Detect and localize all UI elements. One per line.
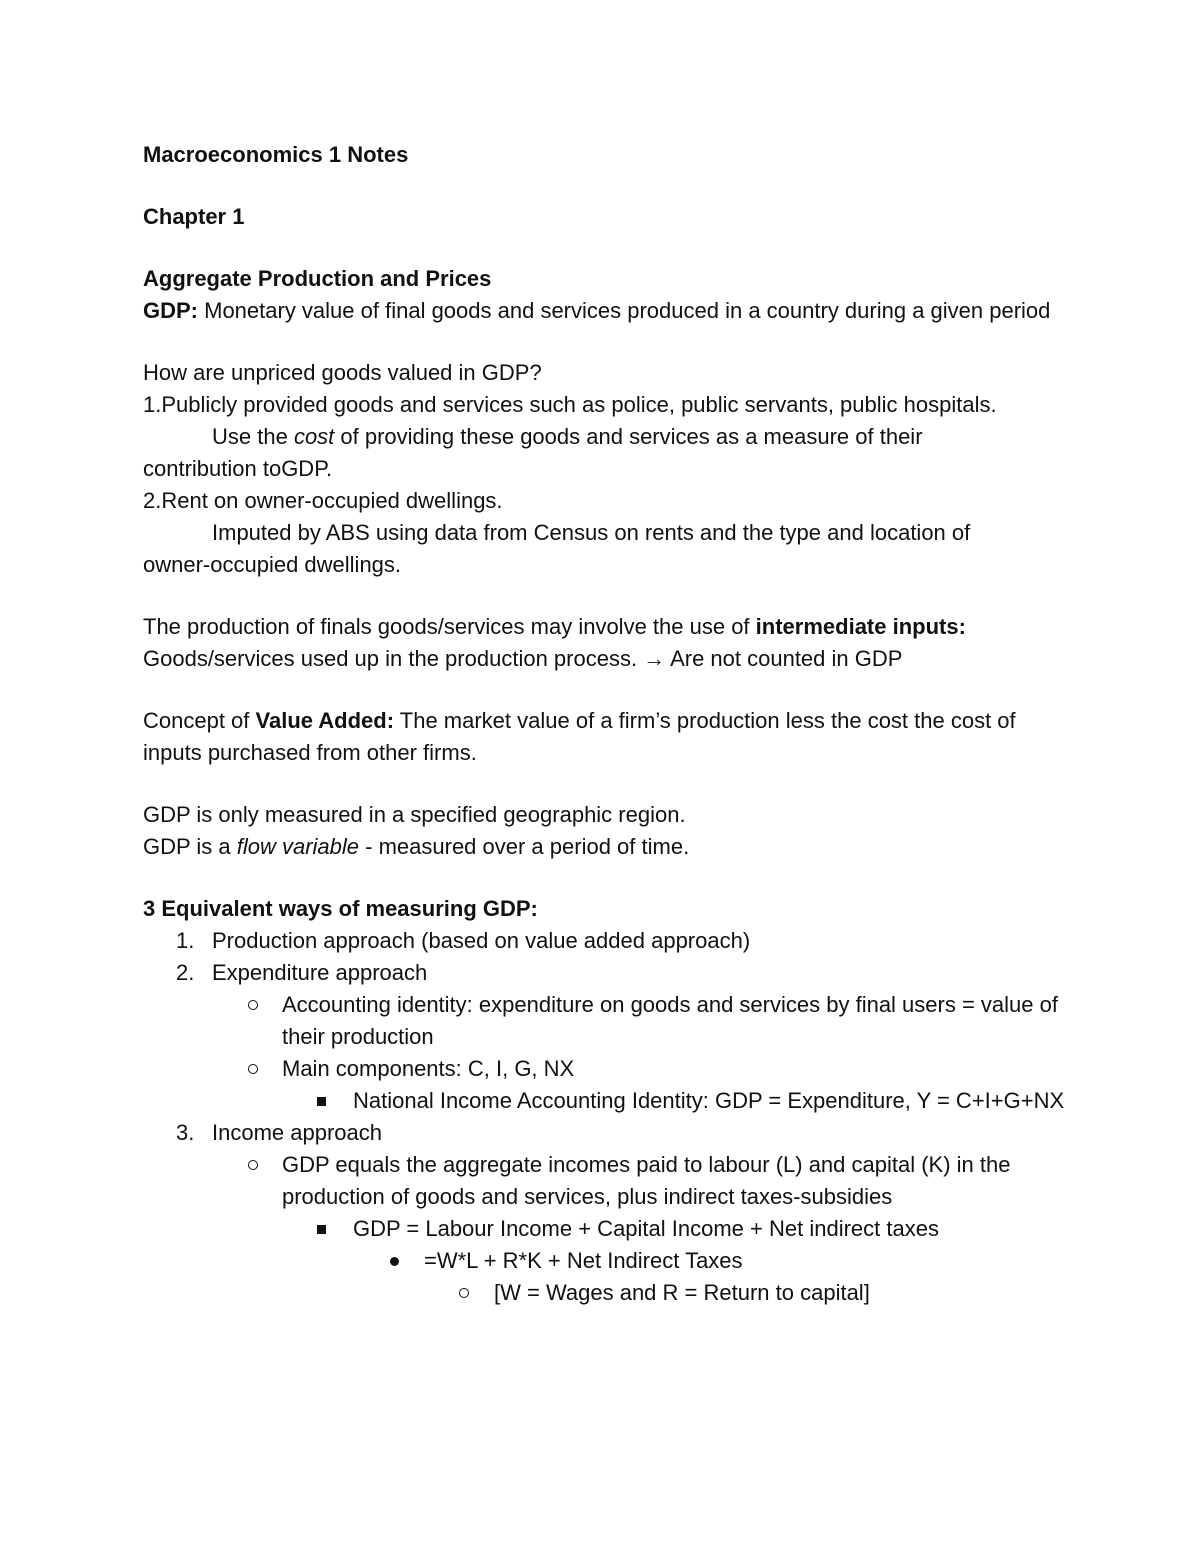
value-added-term: Value Added:: [255, 708, 395, 733]
document-page: [143, 139, 1073, 1309]
list-item-national-income-identity: National Income Accounting Identity: GDP = Expenditure, Y = C+I+G+NX: [143, 1085, 1073, 1117]
square-bullet-icon: [317, 1097, 326, 1106]
square-bullet-icon: [317, 1225, 326, 1234]
section-heading: Aggregate Production and Prices: [143, 266, 492, 291]
chapter-heading: Chapter 1: [143, 204, 245, 229]
list-item-income-approach: 3. Income approach: [143, 1117, 1073, 1149]
intermediate-inputs-definition: Goods/services used up in the production process. → Are not counted in GDP: [143, 646, 903, 671]
unpriced-item-2: 2.Rent on owner-occupied dwellings.: [143, 488, 503, 513]
unpriced-item-1-detail-cont: contribution toGDP.: [143, 456, 333, 481]
document-title: Macroeconomics 1 Notes: [143, 142, 409, 167]
flow-variable-term: flow variable: [236, 834, 360, 859]
hollow-circle-bullet-icon: [248, 1160, 258, 1170]
list-item-aggregate-incomes: GDP equals the aggregate incomes paid to labour (L) and capital (K) in the production of goods and services, plus indirect taxes-subsidies: [143, 1149, 1073, 1213]
list-number: 3.: [176, 1120, 195, 1145]
value-added-paragraph: Concept of Value Added: The market value of a firm’s production less the cost the cost of inputs purchased from other firms.: [143, 708, 1016, 765]
list-item-income-formula: GDP = Labour Income + Capital Income + Net indirect taxes: [143, 1213, 1073, 1245]
hollow-circle-bullet-icon: [248, 1064, 258, 1074]
list-item-income-equation: =W*L + R*K + Net Indirect Taxes: [143, 1245, 1073, 1277]
cost-emphasis: cost: [293, 424, 335, 449]
gdp-definition-label: GDP:: [143, 298, 198, 323]
filled-dot-bullet-icon: [390, 1257, 399, 1266]
list-item-accounting-identity: Accounting identity: expenditure on goods and services by final users = value of their production: [143, 989, 1073, 1053]
list-item-variable-legend: [W = Wages and R = Return to capital]: [143, 1277, 1073, 1309]
list-item-expenditure-approach: 2. Expenditure approach: [143, 957, 1073, 989]
unpriced-item-1-detail: Use the cost of providing these goods and services as a measure of their: [212, 424, 923, 449]
list-item-main-components: Main components: C, I, G, NX: [143, 1053, 1073, 1085]
gdp-definition-text: Monetary value of final goods and services produced in a country during a given period: [198, 298, 1051, 323]
list-number: 2.: [176, 960, 195, 985]
unpriced-question: How are unpriced goods valued in GDP?: [143, 360, 542, 385]
list-number: 1.: [176, 928, 195, 953]
unpriced-item-1: 1.Publicly provided goods and services such as police, public servants, public hospitals.: [143, 392, 997, 417]
unpriced-item-2-detail: Imputed by ABS using data from Census on rents and the type and location of: [212, 520, 971, 545]
intermediate-inputs-paragraph: The production of finals goods/services may involve the use of intermediate inputs:: [143, 614, 966, 639]
geographic-region-line: GDP is only measured in a specified geographic region.: [143, 802, 686, 827]
gdp-definition: [143, 295, 1073, 327]
flow-variable-line: GDP is a flow variable - measured over a period of time.: [143, 834, 690, 859]
hollow-circle-bullet-icon: [459, 1288, 469, 1298]
intermediate-inputs-term: intermediate inputs:: [755, 614, 966, 639]
hollow-circle-bullet-icon: [248, 1000, 258, 1010]
list-item-production-approach: 1. Production approach (based on value added approach): [143, 925, 1073, 957]
measurement-ways-heading: 3 Equivalent ways of measuring GDP:: [143, 896, 538, 921]
unpriced-item-2-detail-cont: owner-occupied dwellings.: [143, 552, 402, 577]
